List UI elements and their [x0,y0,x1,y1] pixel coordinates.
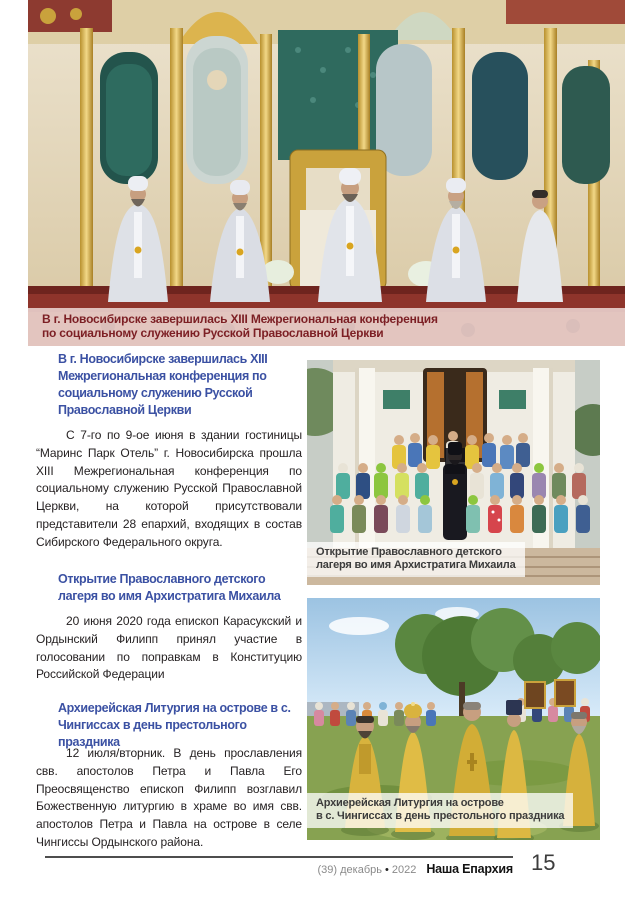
footer [45,862,513,876]
caption-line: по социальному служению Русской Православной Церкви [42,326,384,340]
caption-line: лагеря во имя Архистратига Михаила [316,559,516,571]
liturgy-photo [307,598,600,840]
conference-photo-caption [28,308,625,346]
article-heading-camp: Открытие Православного детского лагеря во имя Архистратига Михаила [58,572,281,603]
footer-magazine-title: Наша Епархия [426,862,513,876]
article-body-conference: С 7-го по 9-ое июня в здании гостиницы “Маринс Парк Отель” г. Новосибирска прошла XIII Межрегиональная конференция по социальному служению Русской Православной Церкви, на которой присутствовали представители 28 епархий, входящих в состав Сибирского Федерального округа. [36,428,302,549]
footer-bullet: • [384,864,389,876]
article-heading-liturgy: Архиерейская Литургия на острове в с. Чингиссах в день престольного праздника [58,701,291,749]
page-number: 15 [531,850,556,875]
camp-photo-caption [307,542,525,577]
conference-photo [28,0,625,346]
caption-line: в с. Чингиссах в день престольного праздника [316,810,565,822]
footer-rule [45,856,513,858]
camp-photo [307,360,600,585]
footer-year: 2022 [391,864,417,876]
article-body-camp: 20 июня 2020 года епископ Карасукский и Ордынский Филипп принял участие в голосовании по поправкам в Конституцию Российской Федерации [36,614,302,682]
caption-line: Архиерейская Литургия на острове [316,797,504,809]
article-heading-conference: В г. Новосибирске завершилась XIII Межрегиональная конференция по социальному служению Русской Православной Церкви [58,352,268,417]
caption-line: Открытие Православного детского [316,546,502,558]
article-body-liturgy: 12 июля/вторник. В день прославления свв. апостолов Петра и Павла Его Преосвященство епископ Филипп возглавил Божественную литургию в храме во имя свв. апостолов Петра и Павла на острове в селе Чингиссы Ордынского района. [36,746,302,849]
caption-line: В г. Новосибирске завершилась XIII Межрегиональная конференция [42,312,438,326]
footer-issue: (39) декабрь [317,864,382,876]
conference-photo-illustration [28,0,625,346]
liturgy-photo-caption [307,793,573,828]
